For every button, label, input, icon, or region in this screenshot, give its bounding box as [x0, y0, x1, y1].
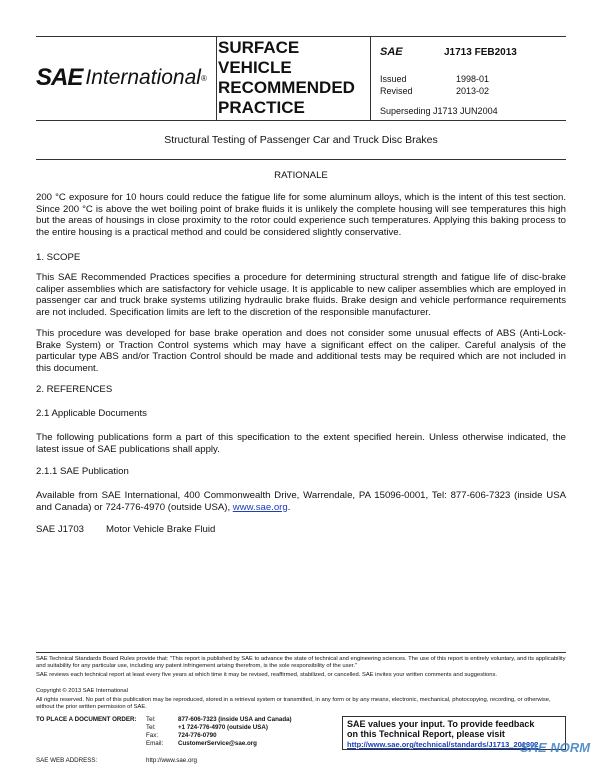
fax-value: 724-776-0790 [178, 732, 217, 739]
email-label: Email: [146, 740, 164, 747]
revised-label: Revised [380, 86, 413, 96]
logo-registered-mark: ® [200, 73, 207, 83]
scope-paragraph-1: This SAE Recommended Practices specifies a procedure for determining structural strength and fatigue life of disc-brake caliper assemblies which are satisfactory for vehicle usage. It is applicable to new caliper assemblies which are employed in passenger car and truck brake systems utilizing hydraulic brake fluids. Brake design and vehicle performance requirements are not included. Specification limits are left to the discretion of the responsible manufacturer. [36, 272, 566, 318]
footer-rights: All rights reserved. No part of this publication may be reproduced, stored in a retrieval system or transmitted, in any form or by any means, electronic, mechanical, photocopying, recording, or otherwise, without the prior written permission of SAE. [36, 697, 551, 710]
tel-value: 877-606-7323 (inside USA and Canada) [178, 716, 292, 723]
sae-international-logo [36, 36, 212, 120]
footer-policy-2: SAE reviews each technical report at least every five years at which time it may be revised, reaffirmed, stabilized, or cancelled. SAE invites your written comments and suggestions. [36, 672, 497, 678]
rationale-heading: RATIONALE [274, 170, 328, 181]
sae-norm-watermark: SAE NORM [520, 740, 591, 755]
document-title: Structural Testing of Passenger Car and Truck Disc Brakes [36, 120, 566, 160]
reference-title: Motor Vehicle Brake Fluid [106, 524, 216, 535]
doc-type-line-4: PRACTICE [218, 98, 305, 117]
web-label: SAE WEB ADDRESS: [36, 757, 98, 764]
sae-publication-heading: 2.1.1 SAE Publication [36, 466, 129, 477]
fax-label: Fax: [146, 732, 159, 739]
applicable-documents-text: The following publications form a part of this specification to the extent specified herein. Unless otherwise indicated, the latest issue of SAE publications shall apply. [36, 432, 566, 455]
reference-code: SAE J1703 [36, 524, 85, 535]
doc-type-line-3: RECOMMENDED [218, 78, 355, 97]
superseding-note: Superseding J1713 JUN2004 [380, 106, 498, 116]
doc-type-line-2: VEHICLE [218, 58, 292, 77]
logo-sae-text: SAE [36, 64, 83, 91]
document-type [218, 36, 368, 122]
issued-label: Issued [380, 74, 407, 84]
footer-copyright: Copyright © 2013 SAE International [36, 688, 128, 694]
sae-website-link[interactable]: www.sae.org [232, 501, 288, 513]
applicable-documents-heading: 2.1 Applicable Documents [36, 408, 147, 419]
feedback-line-2: on this Technical Report, please visit [347, 729, 505, 739]
logo-international-text: International [85, 66, 201, 89]
feedback-link[interactable]: http://www.sae.org/technical/standards/J1713_201302 [347, 740, 539, 749]
doc-type-line-1: SURFACE [218, 38, 300, 57]
revised-value: 2013-02 [456, 86, 490, 96]
email-value: CustomerService@sae.org [178, 740, 257, 747]
footer-rule [36, 652, 566, 653]
references-heading: 2. REFERENCES [36, 384, 113, 395]
sae-publication-text [36, 490, 566, 513]
feedback-line-1: SAE values your input. To provide feedback [347, 719, 535, 729]
doc-number: J1713 FEB2013 [444, 47, 517, 58]
small-sae-logo: SAE [380, 46, 403, 58]
scope-heading: 1. SCOPE [36, 252, 81, 263]
sae-publication-end: . [287, 501, 291, 513]
sae-publication-body: Available from SAE International, 400 Commonwealth Drive, Warrendale, PA 15096-0001, Tel: 877-606-7323 (inside USA and Canada) or 724-776-4970 (outside USA), [36, 490, 566, 513]
header-divider-2 [370, 36, 371, 120]
scope-paragraph-2: This procedure was developed for base brake operation and does not consider some unusual effects of ABS (Anti-Lock-Brake System) or Traction Control systems which may have a significant effect on the caliper. Careful analysis of the particular type ABS and/or Traction Control should be made and additional tests may be required which are not included in this document. [36, 328, 566, 374]
rationale-text: 200 °C exposure for 10 hours could reduce the fatigue life for some aluminum alloys, which is the intent of this test section. Since 200 °C is above the wet boiling point of brake fluids it is unlikely the complete housing will see temperatures this high but the areas of housings in close proximity to the rotor could experience such temperatures. Applying this baking process to the entire housing is a practical method and could be considered slightly conservative. [36, 192, 566, 238]
tel2-value: +1 724-776-4970 (outside USA) [178, 724, 268, 731]
web-value: http://www.sae.org [146, 757, 197, 764]
order-label: TO PLACE A DOCUMENT ORDER: [36, 716, 137, 723]
issued-value: 1998-01 [456, 74, 490, 84]
tel-label: Tel: [146, 716, 156, 723]
header-divider-1 [216, 36, 217, 120]
document-meta [372, 36, 566, 120]
tel2-label: Tel: [146, 724, 156, 731]
footer-policy-1: SAE Technical Standards Board Rules provide that: "This report is published by SAE to advance the state of technical and engineering sciences. The use of this report is entirely voluntary, and its applicability and suitability for any particular use, including any patent infringement arising therefrom, is the sole responsibility of the user." [36, 656, 566, 669]
